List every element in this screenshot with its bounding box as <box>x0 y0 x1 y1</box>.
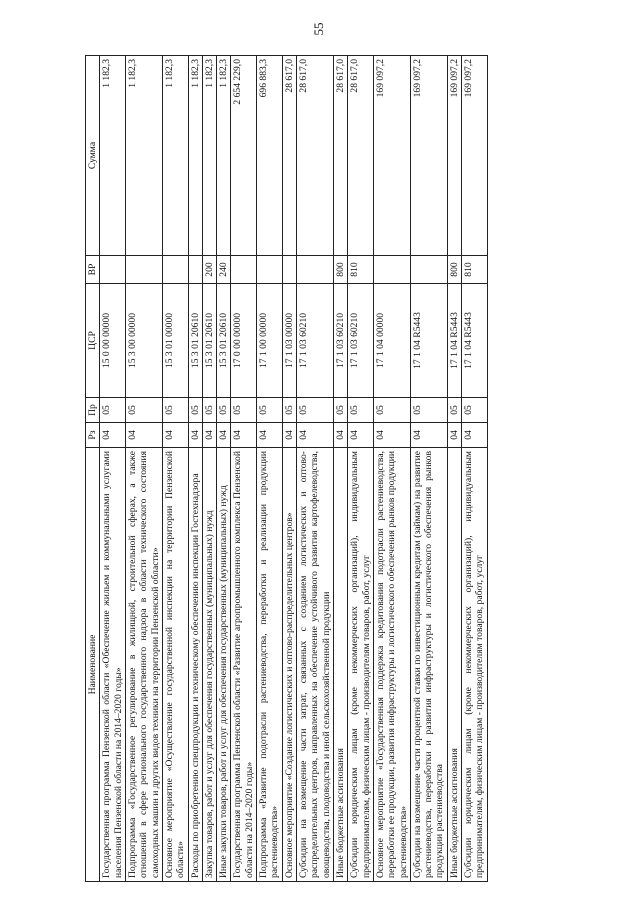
table-row <box>282 56 296 882</box>
cell-rz: 04 <box>100 423 126 448</box>
cell-sum: 28 617,0 <box>282 56 296 256</box>
cell-vr: 810 <box>348 256 374 284</box>
cell-rz: 04 <box>333 423 347 448</box>
col-sum-header: Сумма <box>86 56 100 256</box>
budget-table <box>85 55 488 882</box>
cell-rz: 04 <box>125 423 162 448</box>
cell-vr <box>125 256 162 284</box>
table-row <box>447 56 461 882</box>
cell-pr: 05 <box>100 398 126 423</box>
cell-vr: 240 <box>217 256 231 284</box>
cell-rz: 04 <box>462 423 488 448</box>
cell-name: Субсидии юридическим лицам (кроме некоммерческих организаций), индивидуальным предпринимателям, физическим лицам - производителям товаров, работ, услуг <box>348 448 374 882</box>
cell-sum: 169 097,2 <box>373 56 410 256</box>
cell-csr: 17 1 03 60210 <box>333 284 347 398</box>
cell-csr: 17 0 00 00000 <box>231 284 257 398</box>
cell-vr <box>297 256 334 284</box>
cell-pr: 05 <box>333 398 347 423</box>
cell-sum: 28 617,0 <box>297 56 334 256</box>
col-name-header: Наименование <box>86 448 100 882</box>
cell-rz: 04 <box>217 423 231 448</box>
cell-rz: 04 <box>257 423 283 448</box>
col-csr-header: ЦСР <box>86 284 100 398</box>
cell-vr <box>282 256 296 284</box>
cell-vr <box>231 256 257 284</box>
cell-pr: 05 <box>297 398 334 423</box>
table-header-row <box>86 56 100 882</box>
cell-sum: 696 883,3 <box>257 56 283 256</box>
table-row <box>373 56 410 882</box>
cell-rz: 04 <box>410 423 447 448</box>
cell-pr: 05 <box>188 398 202 423</box>
cell-sum: 169 097,2 <box>462 56 488 256</box>
cell-pr: 05 <box>447 398 461 423</box>
cell-rz: 04 <box>373 423 410 448</box>
cell-csr: 17 1 04 R5443 <box>447 284 461 398</box>
cell-vr: 800 <box>333 256 347 284</box>
cell-sum: 169 097,2 <box>447 56 461 256</box>
cell-csr: 15 3 01 20610 <box>217 284 231 398</box>
col-vr-header: ВР <box>86 256 100 284</box>
cell-csr: 17 1 03 00000 <box>282 284 296 398</box>
cell-name: Государственная программа Пензенской области «Обеспечение жильем и коммунальными услугами населения Пензенской области на 2014–2020 годы» <box>100 448 126 882</box>
table-row <box>348 56 374 882</box>
table-row <box>188 56 202 882</box>
cell-name: Иные бюджетные ассигнования <box>333 448 347 882</box>
table-row <box>217 56 231 882</box>
cell-pr: 05 <box>202 398 216 423</box>
cell-name: Основное мероприятие «Осуществление государственной инспекции на территории Пензенской области» <box>162 448 188 882</box>
table-row <box>297 56 334 882</box>
cell-csr: 17 1 04 00000 <box>373 284 410 398</box>
cell-vr <box>100 256 126 284</box>
table-row <box>257 56 283 882</box>
cell-name: Расходы по приобретению спецпродукции и техническому обеспечению инспекции Гостехнадзора <box>188 448 202 882</box>
cell-vr <box>257 256 283 284</box>
cell-name: Подпрограмма «Развитие подотрасли растениеводства, переработки и реализации продукции растениеводства» <box>257 448 283 882</box>
cell-vr <box>188 256 202 284</box>
cell-vr: 810 <box>462 256 488 284</box>
cell-csr: 17 1 03 60210 <box>297 284 334 398</box>
cell-csr: 15 3 00 00000 <box>125 284 162 398</box>
table-row <box>462 56 488 882</box>
cell-vr <box>162 256 188 284</box>
cell-pr: 05 <box>373 398 410 423</box>
cell-csr: 17 1 04 R5443 <box>410 284 447 398</box>
cell-pr: 05 <box>217 398 231 423</box>
cell-rz: 04 <box>202 423 216 448</box>
cell-rz: 04 <box>162 423 188 448</box>
col-pr-header: Пр <box>86 398 100 423</box>
cell-name: Государственная программа Пензенской области «Развитие агропромышленного комплекса Пензенской области на 2014–2020 годы» <box>231 448 257 882</box>
cell-sum: 169 097,2 <box>410 56 447 256</box>
cell-sum: 1 182,3 <box>162 56 188 256</box>
cell-pr: 05 <box>257 398 283 423</box>
cell-csr: 17 1 03 60210 <box>348 284 374 398</box>
cell-vr <box>410 256 447 284</box>
cell-name: Субсидии на возмещение части затрат, связанных с созданием логистических и оптово-распределительных центров, направленных на обеспечение устойчивого развития картофелеводства, овощеводства, плодоводства и иной сельскохозяйственной продукции <box>297 448 334 882</box>
table-row <box>125 56 162 882</box>
cell-csr: 17 1 04 R5443 <box>462 284 488 398</box>
cell-name: Подпрограмма «Государственное регулирование в жилищной, строительной сферах, а также отношений в сфере регионального государственного надзора в области технического состояния самоходных машин и других видов техники на территории Пензенской области» <box>125 448 162 882</box>
cell-sum: 1 182,3 <box>202 56 216 256</box>
cell-vr: 800 <box>447 256 461 284</box>
cell-name: Иные закупки товаров, работ и услуг для обеспечения государственных (муниципальных) нужд <box>217 448 231 882</box>
budget-table-container <box>85 56 585 882</box>
cell-rz: 04 <box>447 423 461 448</box>
cell-pr: 05 <box>231 398 257 423</box>
cell-pr: 05 <box>125 398 162 423</box>
cell-sum: 1 182,3 <box>125 56 162 256</box>
cell-vr: 200 <box>202 256 216 284</box>
cell-csr: 15 3 01 20610 <box>202 284 216 398</box>
cell-name: Основное мероприятие «Создание логистических и оптово-распределительных центров» <box>282 448 296 882</box>
cell-rz: 04 <box>348 423 374 448</box>
cell-csr: 15 3 01 00000 <box>162 284 188 398</box>
cell-vr <box>373 256 410 284</box>
cell-pr: 05 <box>348 398 374 423</box>
cell-sum: 1 182,3 <box>217 56 231 256</box>
cell-pr: 05 <box>462 398 488 423</box>
cell-sum: 2 654 229,0 <box>231 56 257 256</box>
cell-rz: 04 <box>297 423 334 448</box>
page-number: 55 <box>311 22 326 36</box>
cell-pr: 05 <box>282 398 296 423</box>
cell-pr: 05 <box>162 398 188 423</box>
cell-name: Иные бюджетные ассигнования <box>447 448 461 882</box>
table-row <box>162 56 188 882</box>
cell-name: Субсидии на возмещение части процентной ставки по инвестиционным кредитам (займам) на развитие растениеводства, переработки и развития инфраструктуры и логистического обеспечения рынков продукции растениеводства <box>410 448 447 882</box>
cell-sum: 28 617,0 <box>333 56 347 256</box>
cell-sum: 1 182,3 <box>188 56 202 256</box>
cell-csr: 17 1 00 00000 <box>257 284 283 398</box>
cell-rz: 04 <box>188 423 202 448</box>
table-row <box>333 56 347 882</box>
cell-csr: 15 0 00 00000 <box>100 284 126 398</box>
cell-rz: 04 <box>282 423 296 448</box>
cell-name: Субсидии юридическим лицам (кроме некоммерческих организаций), индивидуальным предпринимателям, физическим лицам - производителям товаров, работ, услуг <box>462 448 488 882</box>
table-body <box>100 56 487 882</box>
table-row <box>410 56 447 882</box>
table-row <box>231 56 257 882</box>
cell-rz: 04 <box>231 423 257 448</box>
cell-pr: 05 <box>410 398 447 423</box>
table-row <box>100 56 126 882</box>
cell-sum: 28 617,0 <box>348 56 374 256</box>
cell-name: Основное мероприятие «Государственная поддержка кредитования подотрасли растениеводства, переработки ее продукции, развития инфраструктуры и логистического обеспечения рынков продукции растениеводства» <box>373 448 410 882</box>
cell-sum: 1 182,3 <box>100 56 126 256</box>
col-rz-header: Рз <box>86 423 100 448</box>
table-row <box>202 56 216 882</box>
cell-csr: 15 3 01 20610 <box>188 284 202 398</box>
cell-name: Закупка товаров, работ и услуг для обеспечения государственных (муниципальных) нужд <box>202 448 216 882</box>
